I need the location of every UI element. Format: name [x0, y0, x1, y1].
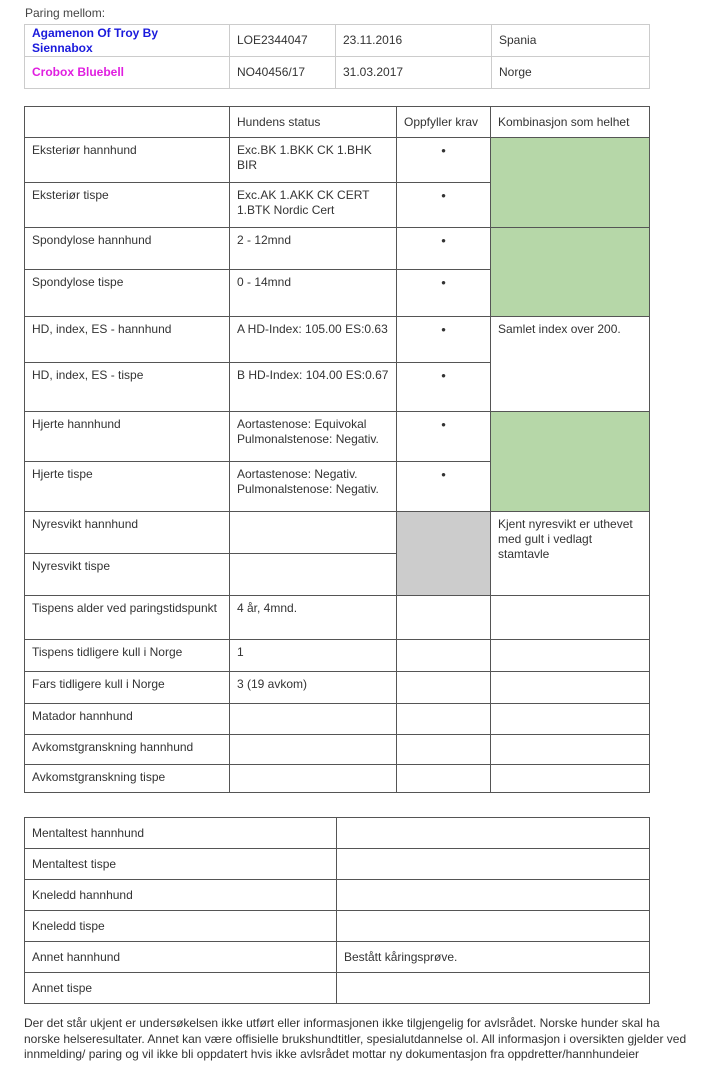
row-label: Kneledd hannhund	[25, 880, 337, 911]
row-status	[230, 512, 397, 554]
header-empty	[25, 107, 230, 138]
row-requirement	[397, 596, 491, 640]
table-row	[25, 317, 650, 363]
row-value	[337, 973, 650, 1004]
row-label: Eksteriør hannhund	[25, 138, 230, 183]
row-status: B HD-Index: 104.00 ES:0.67	[230, 363, 397, 412]
row-label: Annet tispe	[25, 973, 337, 1004]
dam-date: 31.03.2017	[336, 57, 492, 89]
row-status: Aortastenose: Equivokal Pulmonalstenose: Negativ.	[230, 412, 397, 462]
header-row	[25, 107, 650, 138]
table-row	[25, 412, 650, 462]
row-requirement: •	[397, 363, 491, 412]
health-table	[24, 106, 650, 793]
combo-kidney: Kjent nyresvikt er uthevet med gult i vedlagt stamtavle	[491, 512, 650, 596]
table-row	[25, 818, 650, 849]
header-status: Hundens status	[230, 107, 397, 138]
row-label: Eksteriør tispe	[25, 183, 230, 228]
combo-heart	[491, 412, 650, 512]
row-status: 3 (19 avkom)	[230, 672, 397, 704]
combo-empty	[491, 704, 650, 735]
table-row	[25, 672, 650, 704]
row-requirement: •	[397, 270, 491, 317]
row-requirement	[397, 672, 491, 704]
row-label: Annet hannhund	[25, 942, 337, 973]
row-status	[230, 704, 397, 735]
sire-reg: LOE2344047	[230, 25, 336, 57]
table-row	[25, 138, 650, 183]
row-status: 4 år, 4mnd.	[230, 596, 397, 640]
row-value: Bestått kåringsprøve.	[337, 942, 650, 973]
row-status: 1	[230, 640, 397, 672]
combo-empty	[491, 640, 650, 672]
table-row	[25, 704, 650, 735]
row-label: Hjerte tispe	[25, 462, 230, 512]
row-label: Mentaltest tispe	[25, 849, 337, 880]
row-label: Avkomstgranskning tispe	[25, 765, 230, 793]
row-label: HD, index, ES - hannhund	[25, 317, 230, 363]
row-requirement: •	[397, 228, 491, 270]
row-requirement	[397, 765, 491, 793]
other-tests-table	[24, 817, 650, 1004]
row-label: Matador hannhund	[25, 704, 230, 735]
row-requirement-kidney	[397, 512, 491, 596]
table-row	[25, 640, 650, 672]
row-label: Hjerte hannhund	[25, 412, 230, 462]
row-label: Tispens tidligere kull i Norge	[25, 640, 230, 672]
header-combination: Kombinasjon som helhet	[491, 107, 650, 138]
sire-date: 23.11.2016	[336, 25, 492, 57]
dam-country: Norge	[492, 57, 650, 89]
table-row	[25, 849, 650, 880]
row-requirement	[397, 640, 491, 672]
table-row	[25, 880, 650, 911]
row-label: Avkomstgranskning hannhund	[25, 735, 230, 765]
table-row	[25, 911, 650, 942]
row-value	[337, 849, 650, 880]
combo-exterior	[491, 138, 650, 228]
row-value	[337, 880, 650, 911]
sire-row	[25, 25, 650, 57]
combo-spondylosis	[491, 228, 650, 317]
table-row	[25, 765, 650, 793]
row-label: Kneledd tispe	[25, 911, 337, 942]
row-label: Nyresvikt hannhund	[25, 512, 230, 554]
table-row	[25, 228, 650, 270]
row-status: 2 - 12mnd	[230, 228, 397, 270]
header-requirement: Oppfyller krav	[397, 107, 491, 138]
row-value	[337, 818, 650, 849]
table-row	[25, 942, 650, 973]
row-label: Fars tidligere kull i Norge	[25, 672, 230, 704]
sire-name: Agamenon Of Troy By Siennabox	[25, 25, 230, 57]
row-requirement	[397, 704, 491, 735]
row-label: HD, index, ES - tispe	[25, 363, 230, 412]
combo-empty	[491, 672, 650, 704]
row-requirement: •	[397, 138, 491, 183]
sire-country: Spania	[492, 25, 650, 57]
dam-reg: NO40456/17	[230, 57, 336, 89]
table-row	[25, 512, 650, 554]
row-label: Tispens alder ved paringstidspunkt	[25, 596, 230, 640]
pairing-label: Paring mellom:	[25, 6, 106, 20]
dam-row	[25, 57, 650, 89]
row-requirement: •	[397, 462, 491, 512]
table-row	[25, 596, 650, 640]
dam-name: Crobox Bluebell	[25, 57, 230, 89]
row-status	[230, 554, 397, 596]
row-label: Spondylose hannhund	[25, 228, 230, 270]
table-row	[25, 735, 650, 765]
table-row	[25, 973, 650, 1004]
row-requirement: •	[397, 183, 491, 228]
combo-empty	[491, 596, 650, 640]
row-requirement	[397, 735, 491, 765]
combo-empty	[491, 765, 650, 793]
row-status	[230, 735, 397, 765]
footnote: Der det står ukjent er undersøkelsen ikke utført eller informasjonen ikke tilgjengelig for avlsrådet. Norske hunder skal ha norske helseresultater. Annet kan være offisielle brukshundtitler, spesialutdannelse ol. All informasjon i oversikten gjelder ved innmelding/ paring og vil ikke bli oppdatert hvis ikke avlsrådet mottar ny dokumentasjon fra oppdretter/hannhundeier	[24, 1016, 687, 1061]
combo-empty	[491, 735, 650, 765]
row-status: Exc.BK 1.BKK CK 1.BHK BIR	[230, 138, 397, 183]
combo-hd: Samlet index over 200.	[491, 317, 650, 412]
row-status: A HD-Index: 105.00 ES:0.63	[230, 317, 397, 363]
row-requirement: •	[397, 317, 491, 363]
row-status: 0 - 14mnd	[230, 270, 397, 317]
row-status: Aortastenose: Negativ. Pulmonalstenose: Negativ.	[230, 462, 397, 512]
row-status	[230, 765, 397, 793]
row-label: Spondylose tispe	[25, 270, 230, 317]
row-status: Exc.AK 1.AKK CK CERT 1.BTK Nordic Cert	[230, 183, 397, 228]
row-label: Mentaltest hannhund	[25, 818, 337, 849]
row-value	[337, 911, 650, 942]
pairing-table	[24, 24, 650, 89]
row-label: Nyresvikt tispe	[25, 554, 230, 596]
row-requirement: •	[397, 412, 491, 462]
